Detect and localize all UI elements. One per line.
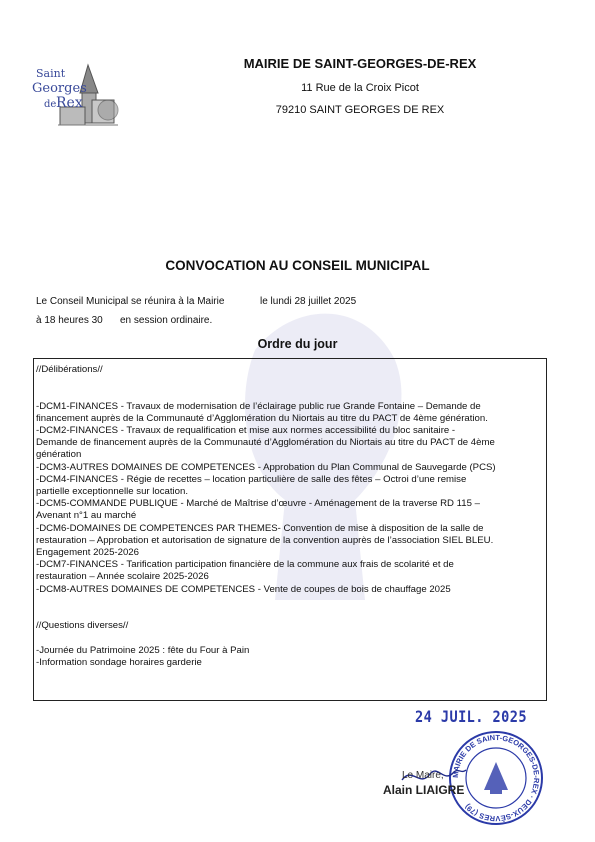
agenda-title: Ordre du jour	[257, 337, 338, 351]
commune-logo	[30, 55, 125, 150]
svg-text:Saint: Saint	[36, 67, 66, 80]
agenda-line: -DCM2-FINANCES - Travaux de requalification et mise aux normes accessibilité du bloc sanitaire -	[36, 425, 456, 436]
agenda-line: -DCM3-AUTRES DOMAINES DE COMPETENCES - Approbation du Plan Communal de Sauvegarde (PCS)	[36, 461, 496, 473]
agenda-line: -DCM4-FINANCES - Régie de recettes – location particulière de salle des fêtes – Octroi d’une remise	[36, 473, 467, 485]
agenda-line: Avenant n°1 au marché	[36, 510, 137, 522]
date-stamp: 24 JUIL. 2025	[415, 707, 527, 726]
svg-text:Georges: Georges	[32, 81, 87, 96]
svg-text:MAIRIE DE SAINT-GEORGES-DE-REX: MAIRIE DE SAINT-GEORGES-DE-REX · DEUX-SÈVRES (79)	[450, 732, 542, 824]
address-street: 11 Rue de la Croix Picot	[301, 82, 419, 94]
agenda-line: -Journée du Patrimoine 2025 : fête du Four à Pain	[36, 644, 250, 656]
agenda-line: //Questions diverses//	[36, 620, 129, 632]
agenda-line: //Délibérations//	[36, 364, 103, 375]
agenda-line: -DCM6-DOMAINES DE COMPETENCES PAR THEMES- Convention de mise à disposition de la salle de	[36, 522, 484, 534]
signer-name: Alain LIAIGRE	[383, 783, 465, 797]
meeting-date: le lundi 28 juillet 2025	[260, 296, 357, 307]
agenda-line: financement auprès de la Communauté d’Agglomération du Niortais au titre du PACT de 4ème génération.	[36, 412, 488, 424]
agenda-line: Engagement 2025-2026	[36, 547, 139, 558]
meeting-place: Le Conseil Municipal se réunira à la Mairie	[36, 296, 225, 307]
svg-text:de: de	[44, 99, 57, 110]
agenda-line: -DCM1-FINANCES - Travaux de modernisation de l’éclairage public rue Grande Fontaine – Demande de	[36, 400, 481, 412]
meeting-time: à 18 heures 30	[36, 315, 103, 326]
logo-text	[32, 67, 87, 111]
agenda-line: partielle exceptionnelle sur location.	[36, 486, 188, 497]
signer-role: Le Maire,	[402, 770, 444, 781]
address-city: 79210 SAINT GEORGES DE REX	[275, 104, 445, 116]
mairie-name: MAIRIE DE SAINT-GEORGES-DE-REX	[243, 56, 477, 71]
agenda-line: restauration – Année scolaire 2025-2026	[36, 571, 209, 583]
agenda-line: Demande de financement auprès de la Communauté d’Agglomération du Niortais au titre du PACT de 4ème	[36, 437, 495, 449]
agenda-line: restauration – Approbation et autorisation de signature de la convention auprès de l’association SIEL BLEU.	[36, 534, 494, 546]
agenda-line: -DCM5-COMMANDE PUBLIQUE - Marché de Maîtrise d’œuvre - Aménagement de la traverse RD 115 –	[36, 498, 480, 510]
agenda-line: génération	[36, 449, 82, 461]
seal-emblem	[484, 762, 508, 794]
svg-text:Rex: Rex	[56, 95, 83, 111]
document-title: CONVOCATION AU CONSEIL MUNICIPAL	[165, 258, 430, 273]
agenda-line: -Information sondage horaires garderie	[36, 656, 202, 668]
meeting-session: en session ordinaire.	[120, 315, 213, 326]
agenda-line: -DCM7-FINANCES - Tarification participation financière de la commune aux frais de scolarité et de	[36, 559, 454, 571]
agenda-line: -DCM8-AUTRES DOMAINES DE COMPETENCES - Vente de coupes de bois de chauffage 2025	[36, 583, 451, 595]
